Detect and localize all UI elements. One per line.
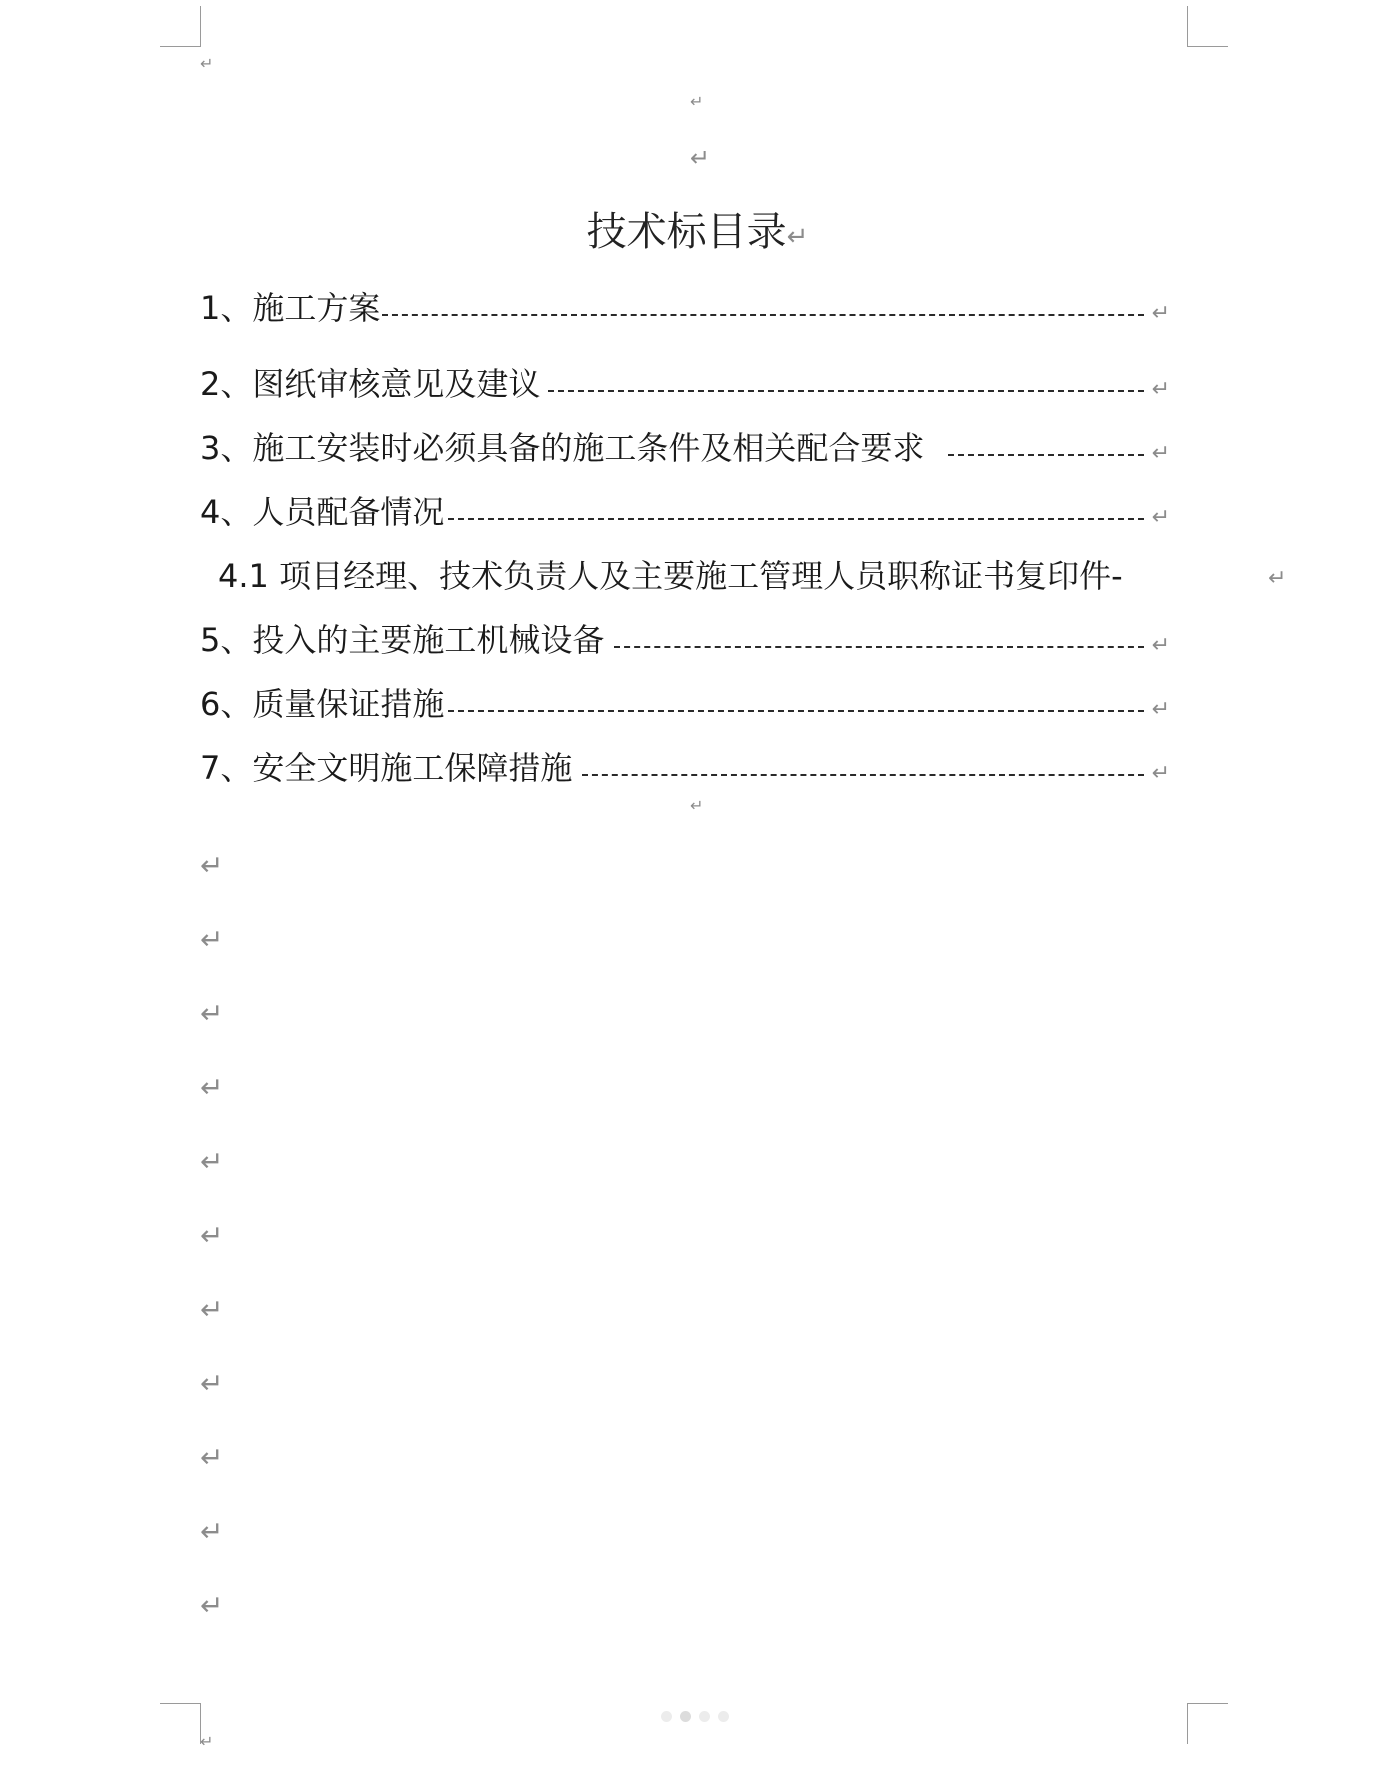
toc-entry[interactable] bbox=[200, 618, 1170, 662]
paragraph-mark-icon: ↵ bbox=[1151, 377, 1170, 402]
paragraph-mark-icon: ↵ bbox=[690, 144, 711, 172]
paragraph-mark-icon: ↵ bbox=[200, 1145, 224, 1178]
toc-subentry[interactable] bbox=[218, 554, 1123, 598]
paragraph-mark-icon: ↵ bbox=[200, 1732, 214, 1751]
toc-entry[interactable] bbox=[200, 362, 1170, 406]
toc-leader bbox=[448, 518, 1144, 520]
page-dot-icon bbox=[699, 1711, 710, 1722]
paragraph-mark-icon: ↵ bbox=[200, 1515, 224, 1548]
paragraph-mark-icon: ↵ bbox=[1151, 301, 1170, 326]
paragraph-mark-icon: ↵ bbox=[1151, 633, 1170, 658]
toc-leader bbox=[448, 710, 1144, 712]
toc-leader bbox=[548, 390, 1144, 392]
margin-corner-bottom-right bbox=[1187, 1703, 1228, 1744]
paragraph-mark-icon: ↵ bbox=[690, 92, 704, 111]
page-title-text: 技术标目录 bbox=[586, 209, 787, 255]
toc-entry-label: 2、图纸审核意见及建议 bbox=[200, 365, 541, 403]
paragraph-mark-icon: ↵ bbox=[200, 1293, 224, 1326]
paragraph-mark-icon: ↵ bbox=[1268, 566, 1287, 591]
paragraph-mark-icon: ↵ bbox=[200, 997, 224, 1030]
toc-leader bbox=[582, 774, 1144, 776]
paragraph-mark-icon: ↵ bbox=[690, 796, 704, 815]
paragraph-mark-icon: ↵ bbox=[200, 1441, 224, 1474]
toc-entry[interactable] bbox=[200, 490, 1170, 534]
toc-entry[interactable] bbox=[200, 682, 1170, 726]
margin-corner-bottom-left bbox=[160, 1703, 201, 1744]
toc-entry-label: 3、施工安装时必须具备的施工条件及相关配合要求 bbox=[200, 429, 925, 467]
toc-subentry-label: 4.1 项目经理、技术负责人及主要施工管理人员职称证书复印件- bbox=[218, 557, 1123, 595]
page-dot-icon bbox=[680, 1711, 691, 1722]
margin-corner-top-left bbox=[160, 6, 201, 47]
paragraph-mark-icon: ↵ bbox=[200, 1071, 224, 1104]
toc-entry-label: 5、投入的主要施工机械设备 bbox=[200, 621, 605, 659]
toc-entry-label: 1、施工方案 bbox=[200, 289, 381, 327]
paragraph-mark-icon: ↵ bbox=[786, 222, 809, 252]
page-dot-icon bbox=[718, 1711, 729, 1722]
paragraph-mark-icon: ↵ bbox=[1151, 697, 1170, 722]
toc-entry-label: 7、安全文明施工保障措施 bbox=[200, 749, 573, 787]
paragraph-mark-icon: ↵ bbox=[200, 1219, 224, 1252]
paragraph-mark-icon: ↵ bbox=[200, 923, 224, 956]
toc-entry[interactable] bbox=[200, 746, 1170, 790]
toc-leader bbox=[382, 314, 1144, 316]
toc-leader bbox=[614, 646, 1144, 648]
toc-leader bbox=[948, 454, 1144, 456]
paragraph-mark-icon: ↵ bbox=[200, 849, 224, 882]
page-indicator bbox=[655, 1708, 735, 1724]
margin-corner-top-right bbox=[1187, 6, 1228, 47]
page-title bbox=[0, 208, 1395, 261]
paragraph-mark-icon: ↵ bbox=[200, 1367, 224, 1400]
paragraph-mark-icon: ↵ bbox=[200, 1589, 224, 1622]
toc-entry[interactable] bbox=[200, 426, 1170, 470]
paragraph-mark-icon: ↵ bbox=[1151, 505, 1170, 530]
toc-entry[interactable] bbox=[200, 286, 1170, 330]
toc-entry-label: 4、人员配备情况 bbox=[200, 493, 445, 531]
paragraph-mark-icon: ↵ bbox=[1151, 441, 1170, 466]
page-dot-icon bbox=[661, 1711, 672, 1722]
toc-entry-label: 6、质量保证措施 bbox=[200, 685, 445, 723]
paragraph-mark-icon: ↵ bbox=[1151, 761, 1170, 786]
paragraph-mark-icon: ↵ bbox=[200, 54, 214, 73]
